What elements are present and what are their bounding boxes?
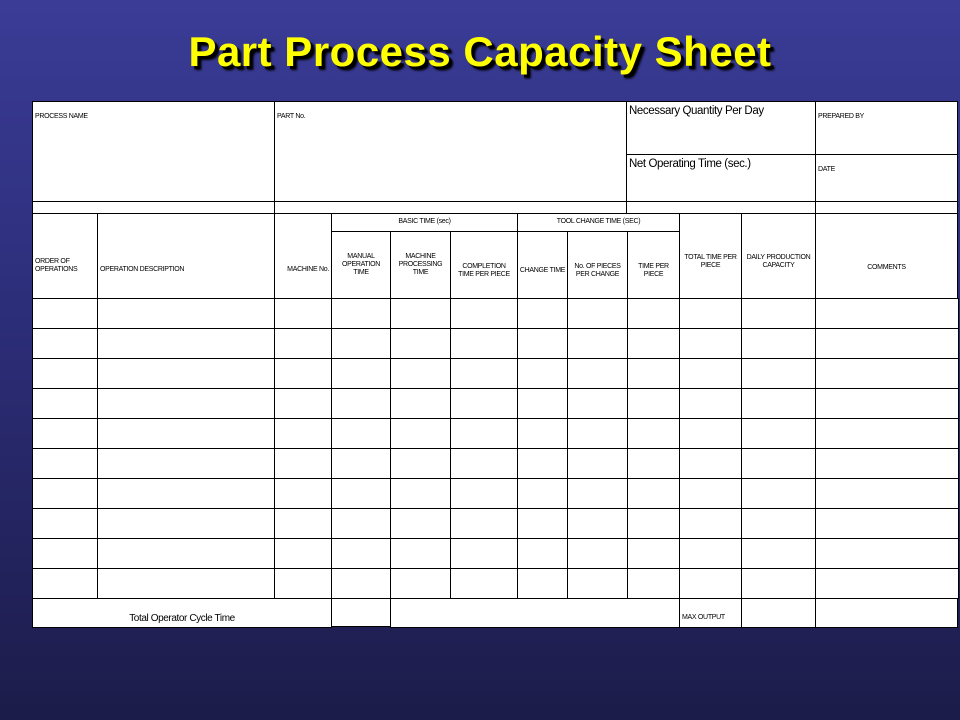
col-comments-label: COMMENTS [867, 263, 906, 271]
table-cell[interactable] [390, 508, 451, 539]
table-cell[interactable] [390, 448, 451, 479]
table-cell[interactable] [815, 388, 959, 419]
table-cell[interactable] [274, 538, 332, 569]
col-daily-production-capacity [741, 213, 816, 299]
table-cell[interactable] [679, 418, 742, 449]
table-cell[interactable] [627, 358, 680, 389]
table-cell[interactable] [679, 298, 742, 329]
table-cell[interactable] [517, 448, 568, 479]
table-cell[interactable] [815, 448, 959, 479]
col-machine-no-label: MACHINE No. [287, 265, 329, 273]
max-output-label-cell [679, 597, 742, 628]
table-cell[interactable] [32, 448, 98, 479]
table-cell[interactable] [741, 358, 816, 389]
table-cell[interactable] [32, 568, 98, 599]
table-cell[interactable] [741, 448, 816, 479]
max-output-label: MAX OUTPUT [682, 614, 725, 622]
table-cell[interactable] [32, 298, 98, 329]
table-cell[interactable] [331, 298, 391, 329]
table-cell[interactable] [274, 478, 332, 509]
col-completion-time-label: COMPLETION TIME PER PIECE [458, 262, 510, 278]
table-cell[interactable] [741, 418, 816, 449]
table-cell[interactable] [679, 568, 742, 599]
table-cell[interactable] [331, 508, 391, 539]
table-cell[interactable] [390, 418, 451, 449]
table-cell[interactable] [331, 328, 391, 359]
table-cell[interactable] [97, 328, 275, 359]
table-cell[interactable] [331, 448, 391, 479]
table-cell[interactable] [274, 358, 332, 389]
col-pieces-per-change [567, 231, 628, 299]
table-cell[interactable] [390, 358, 451, 389]
table-cell[interactable] [450, 388, 518, 419]
table-cell[interactable] [97, 508, 275, 539]
table-cell[interactable] [741, 298, 816, 329]
table-cell[interactable] [331, 478, 391, 509]
table-cell[interactable] [331, 568, 391, 599]
table-cell[interactable] [450, 328, 518, 359]
table-cell[interactable] [274, 388, 332, 419]
table-cell[interactable] [627, 298, 680, 329]
group-tool-change-time-label: TOOL CHANGE TIME (SEC) [556, 218, 641, 226]
table-cell[interactable] [32, 508, 98, 539]
part-no-label: PART No. [277, 113, 306, 121]
date-label: DATE [818, 166, 835, 174]
table-cell[interactable] [97, 358, 275, 389]
table-cell[interactable] [517, 418, 568, 449]
capacity-sheet-form [32, 101, 958, 628]
table-cell[interactable] [32, 328, 98, 359]
table-cell[interactable] [97, 538, 275, 569]
table-cell[interactable] [450, 508, 518, 539]
col-time-per-piece-label: TIME PER PIECE [638, 262, 669, 278]
table-cell[interactable] [274, 568, 332, 599]
table-cell[interactable] [741, 538, 816, 569]
max-output-value-field[interactable] [741, 597, 816, 628]
col-total-time-per-piece-label: TOTAL TIME PER PIECE [684, 253, 737, 269]
total-operator-cycle-time-cell [32, 597, 332, 628]
table-cell[interactable] [390, 568, 451, 599]
net-operating-time-label: Net Operating Time (sec.) [629, 158, 751, 170]
table-cell[interactable] [517, 508, 568, 539]
table-cell[interactable] [274, 448, 332, 479]
table-cell[interactable] [815, 298, 959, 329]
prepared-by-label: PREPARED BY [818, 113, 864, 121]
group-basic-time-label: BASIC TIME (sec) [398, 218, 451, 226]
table-cell[interactable] [517, 328, 568, 359]
table-cell[interactable] [815, 568, 959, 599]
table-cell[interactable] [741, 478, 816, 509]
table-cell[interactable] [679, 388, 742, 419]
table-cell[interactable] [97, 448, 275, 479]
table-cell[interactable] [627, 508, 680, 539]
table-cell[interactable] [567, 508, 628, 539]
date-field[interactable] [815, 154, 958, 202]
table-cell[interactable] [450, 538, 518, 569]
table-cell[interactable] [627, 388, 680, 419]
col-operation-description-label: OPERATION DESCRIPTION [100, 265, 185, 273]
table-cell[interactable] [567, 298, 628, 329]
table-cell[interactable] [32, 538, 98, 569]
footer-blank-cell [390, 597, 680, 628]
col-order-label: ORDER OF OPERATIONS [35, 257, 78, 273]
col-change-time [517, 231, 568, 299]
col-time-per-piece [627, 231, 680, 299]
col-total-time-per-piece [679, 213, 742, 299]
spacer-cell [626, 201, 816, 214]
table-cell[interactable] [679, 328, 742, 359]
table-cell[interactable] [331, 418, 391, 449]
table-cell[interactable] [274, 328, 332, 359]
table-cell[interactable] [815, 478, 959, 509]
footer-comments-cell [815, 597, 958, 628]
table-cell[interactable] [567, 478, 628, 509]
table-cell[interactable] [32, 418, 98, 449]
table-cell[interactable] [390, 298, 451, 329]
table-cell[interactable] [627, 568, 680, 599]
total-operator-cycle-time-label: Total Operator Cycle Time [129, 613, 235, 624]
col-daily-production-capacity-label: DAILY PRODUCTION CAPACITY [746, 253, 811, 269]
table-cell[interactable] [679, 358, 742, 389]
table-cell[interactable] [679, 448, 742, 479]
col-machine-no [274, 213, 332, 299]
net-operating-time-field[interactable] [626, 154, 816, 202]
table-cell[interactable] [97, 298, 275, 329]
part-no-field[interactable] [274, 101, 627, 202]
spacer-cell [815, 201, 958, 214]
table-cell[interactable] [390, 478, 451, 509]
table-cell[interactable] [390, 538, 451, 569]
col-order-of-operations [32, 213, 98, 299]
group-tool-change-time [517, 213, 680, 232]
table-cell[interactable] [679, 478, 742, 509]
table-cell[interactable] [97, 418, 275, 449]
table-cell[interactable] [815, 508, 959, 539]
col-pieces-per-change-label: No. OF PIECES PER CHANGE [574, 262, 621, 278]
col-machine-processing-time [390, 231, 451, 299]
table-cell[interactable] [450, 448, 518, 479]
table-cell[interactable] [741, 328, 816, 359]
process-name-field[interactable] [32, 101, 275, 202]
col-manual-operation-time-label: MANUAL OPERATION TIME [341, 252, 380, 277]
table-cell[interactable] [517, 388, 568, 419]
table-cell[interactable] [567, 328, 628, 359]
table-cell[interactable] [97, 478, 275, 509]
table-cell[interactable] [517, 358, 568, 389]
table-cell[interactable] [627, 538, 680, 569]
table-cell[interactable] [390, 328, 451, 359]
table-cell[interactable] [815, 328, 959, 359]
table-cell[interactable] [679, 508, 742, 539]
table-cell[interactable] [32, 388, 98, 419]
table-cell[interactable] [450, 358, 518, 389]
table-cell[interactable] [741, 388, 816, 419]
table-cell[interactable] [331, 388, 391, 419]
spacer-cell [32, 201, 275, 214]
necessary-quantity-field[interactable] [626, 101, 816, 155]
col-change-time-label: CHANGE TIME [519, 266, 566, 274]
table-cell[interactable] [567, 448, 628, 479]
total-cycle-time-value-field[interactable] [331, 597, 391, 627]
table-cell[interactable] [274, 418, 332, 449]
table-cell[interactable] [450, 478, 518, 509]
table-cell[interactable] [567, 538, 628, 569]
table-cell[interactable] [450, 418, 518, 449]
table-cell[interactable] [274, 508, 332, 539]
col-manual-operation-time [331, 231, 391, 299]
table-cell[interactable] [567, 418, 628, 449]
table-cell[interactable] [450, 298, 518, 329]
table-cell[interactable] [627, 418, 680, 449]
table-cell[interactable] [331, 538, 391, 569]
table-cell[interactable] [815, 358, 959, 389]
col-completion-time-per-piece [450, 231, 518, 299]
page-title: Part Process Capacity Sheet [188, 28, 772, 75]
table-cell[interactable] [390, 388, 451, 419]
group-basic-time [331, 213, 518, 232]
table-cell[interactable] [97, 388, 275, 419]
table-cell[interactable] [517, 568, 568, 599]
process-name-label: PROCESS NAME [35, 113, 88, 121]
table-cell[interactable] [517, 478, 568, 509]
table-cell[interactable] [567, 388, 628, 419]
table-cell[interactable] [567, 568, 628, 599]
table-cell[interactable] [97, 568, 275, 599]
table-cell[interactable] [627, 448, 680, 479]
table-cell[interactable] [517, 298, 568, 329]
table-cell[interactable] [679, 538, 742, 569]
table-cell[interactable] [331, 358, 391, 389]
table-cell[interactable] [741, 508, 816, 539]
table-cell[interactable] [627, 478, 680, 509]
table-cell[interactable] [274, 298, 332, 329]
prepared-by-field[interactable] [815, 101, 958, 155]
table-cell[interactable] [627, 328, 680, 359]
table-cell[interactable] [567, 358, 628, 389]
col-comments [815, 213, 958, 299]
necessary-quantity-label: Necessary Quantity Per Day [629, 105, 764, 117]
table-cell[interactable] [450, 568, 518, 599]
table-cell[interactable] [32, 358, 98, 389]
table-cell[interactable] [741, 568, 816, 599]
col-machine-processing-time-label: MACHINE PROCESSING TIME [398, 252, 443, 277]
spacer-cell [274, 201, 627, 214]
table-cell[interactable] [815, 538, 959, 569]
col-operation-description [97, 213, 275, 299]
table-cell[interactable] [517, 538, 568, 569]
table-cell[interactable] [815, 418, 959, 449]
table-cell[interactable] [32, 478, 98, 509]
